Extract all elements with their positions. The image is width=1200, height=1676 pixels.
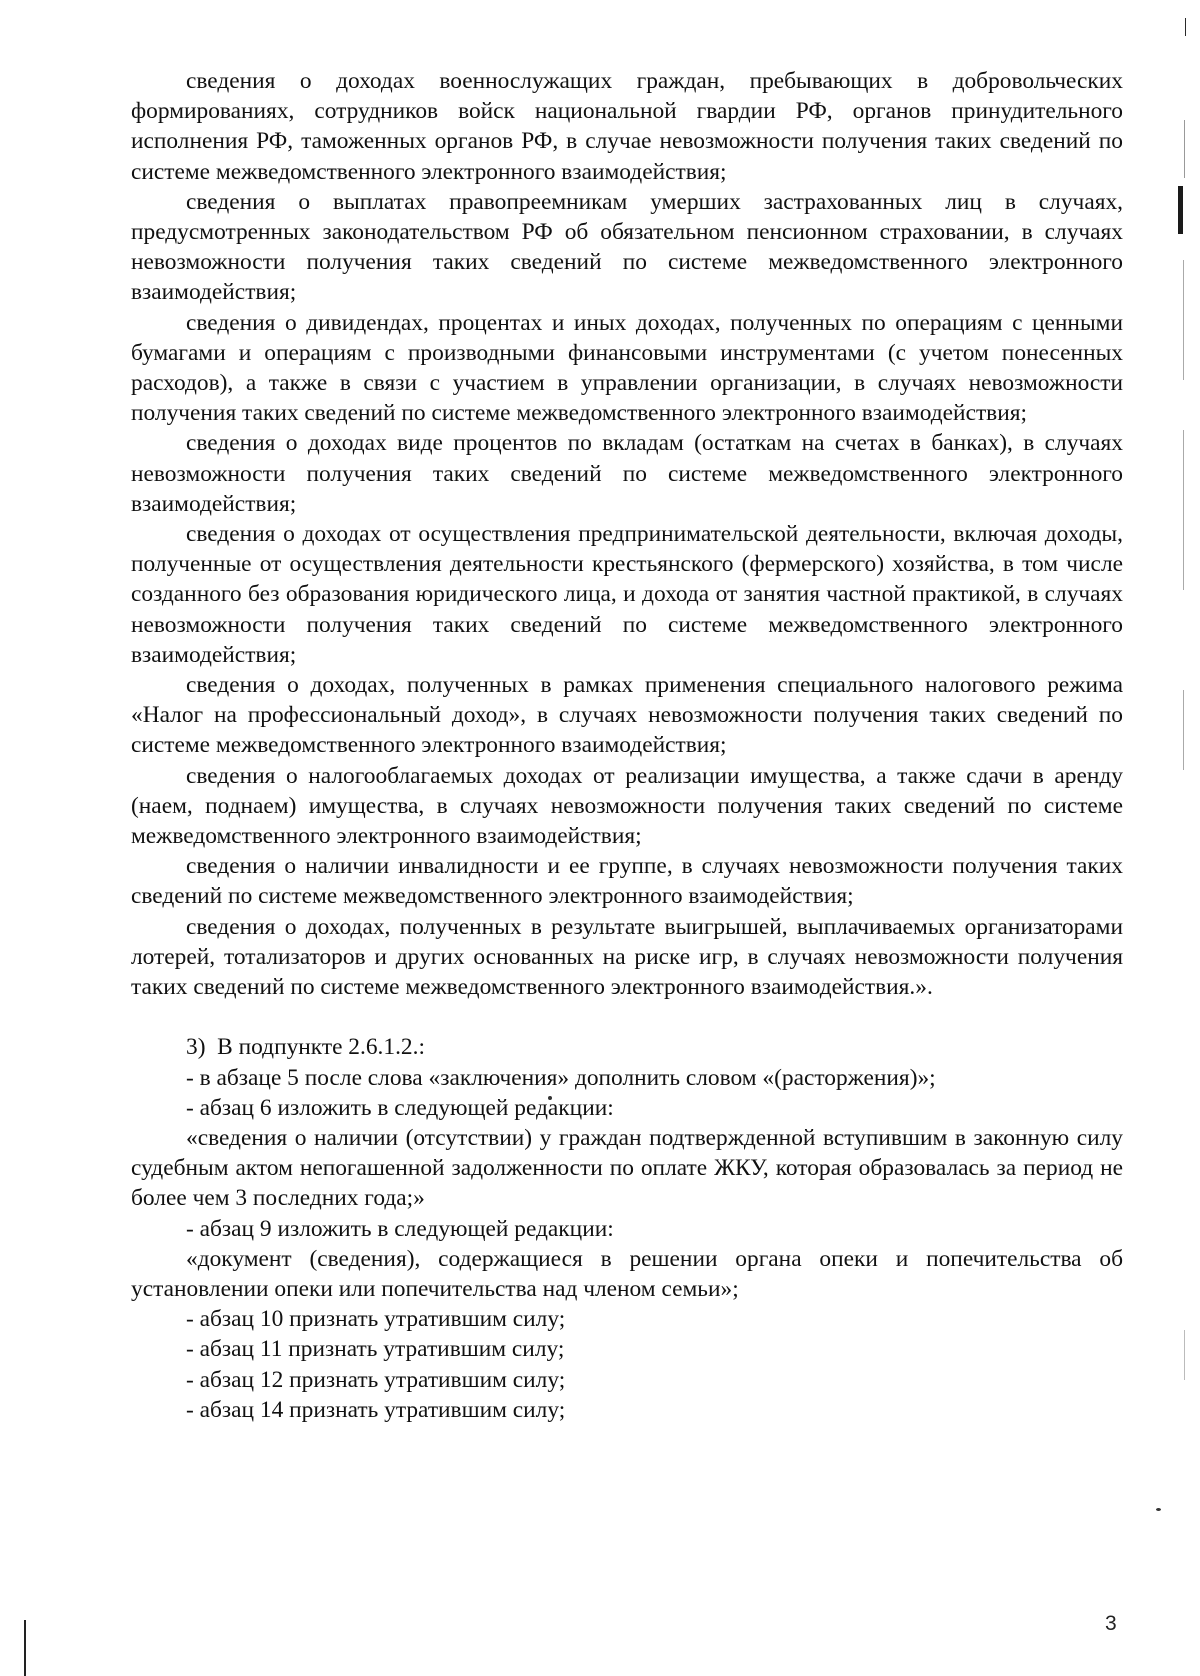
section-item: - абзац 9 изложить в следующей редакции: bbox=[186, 1215, 614, 1242]
scan-edge-line bbox=[1184, 1330, 1185, 1380]
paragraph-lottery-winnings: сведения о доходах, полученных в результате выигрышей, выплачиваемых организаторами лотерей, тотализаторов и других основанных на риске игр, в случаях невозможности получения таких сведений по системе межведомственного электронного взаимодействия.». bbox=[131, 913, 1123, 1001]
page-number: 3 bbox=[1105, 1612, 1117, 1635]
scan-edge-line bbox=[1183, 690, 1184, 770]
scan-edge-line bbox=[1183, 260, 1184, 380]
paragraph-spacer bbox=[131, 1002, 1123, 1032]
section-item: - абзац 12 признать утратившим силу; bbox=[186, 1366, 566, 1393]
scan-edge-line bbox=[1183, 430, 1184, 590]
paragraph-self-employed-tax: сведения о доходах, полученных в рамках применения специального налогового режима «Налог на профессиональный доход», в случаях невозможности получения таких сведений по системе межведомственного электронного взаимодействия; bbox=[131, 672, 1123, 759]
scan-left-edge-line bbox=[24, 1620, 26, 1676]
paragraph-deposit-interest: сведения о доходах виде процентов по вкладам (остаткам на счетах в банках), в случаях невозможности получения таких сведений по системе межведомственного электронного взаимодействия; bbox=[131, 430, 1123, 517]
scan-speck bbox=[1156, 1508, 1161, 1511]
scan-edge-line bbox=[1185, 18, 1186, 36]
section-item: - абзац 14 признать утратившим силу; bbox=[186, 1396, 566, 1423]
paragraph-dividends: сведения о дивидендах, процентах и иных доходах, полученных по операциям с ценными бумагами и операциям с производными финансовыми инструментами (с учетом понесенных расходов), а также в связи с участием в управлении организации, в случаях невозможности получения таких сведений по системе межведомственного электронного взаимодействия; bbox=[131, 309, 1123, 427]
section-quote: «документ (сведения), содержащиеся в решении органа опеки и попечительства об установлении опеки или попечительства над членом семьи»; bbox=[131, 1245, 1123, 1302]
document-body bbox=[131, 66, 1123, 1425]
section-heading: 3) В подпункте 2.6.1.2.: bbox=[186, 1034, 425, 1061]
scan-edge-mark bbox=[1178, 186, 1183, 234]
paragraph-business-income: сведения о доходах от осуществления предпринимательской деятельности, включая доходы, полученные от осуществления деятельности крестьянского (фермерского) хозяйства, в том числе созданного без образования юридического лица, и дохода от занятия частной практикой, в случаях невозможности получения таких сведений по системе межведомственного электронного взаимодействия; bbox=[131, 521, 1123, 668]
scan-edge-line bbox=[1184, 120, 1185, 178]
paragraph-successor-payments: сведения о выплатах правопреемникам умерших застрахованных лиц в случаях, предусмотренных законодательством РФ об обязательном пенсионном страховании, в случаях невозможности получения таких сведений по системе межведомственного электронного взаимодействия; bbox=[131, 188, 1123, 306]
section-item: - в абзаце 5 после слова «заключения» дополнить словом «(расторжения)»; bbox=[186, 1064, 936, 1091]
paragraph-property-income: сведения о налогооблагаемых доходах от реализации имущества, а также сдачи в аренду (наем, поднаем) имущества, в случаях невозможности получения таких сведений по системе межведомственного электронного взаимодействия; bbox=[131, 762, 1123, 850]
section-item: - абзац 10 признать утратившим силу; bbox=[186, 1306, 566, 1333]
paragraph-disability: сведения о наличии инвалидности и ее группе, в случаях невозможности получения таких сведений по системе межведомственного электронного взаимодействия; bbox=[131, 853, 1123, 910]
section-item: - абзац 11 признать утратившим силу; bbox=[186, 1336, 565, 1363]
section-item: - абзац 6 изложить в следующей редакции: bbox=[186, 1094, 614, 1121]
section-quote: «сведения о наличии (отсутствии) у граждан подтвержденной вступившим в законную силу судебным актом непогашенной задолженности по оплате ЖКУ, которая образовалась за период не более чем 3 последних года;» bbox=[131, 1124, 1123, 1212]
paragraph-military-income: сведения о доходах военнослужащих граждан, пребывающих в добровольческих формированиях, сотрудников войск национальной гвардии РФ, органов принудительного исполнения РФ, таможенных органов РФ, в случае невозможности получения таких сведений по системе межведомственного электронного взаимодействия; bbox=[131, 68, 1123, 185]
